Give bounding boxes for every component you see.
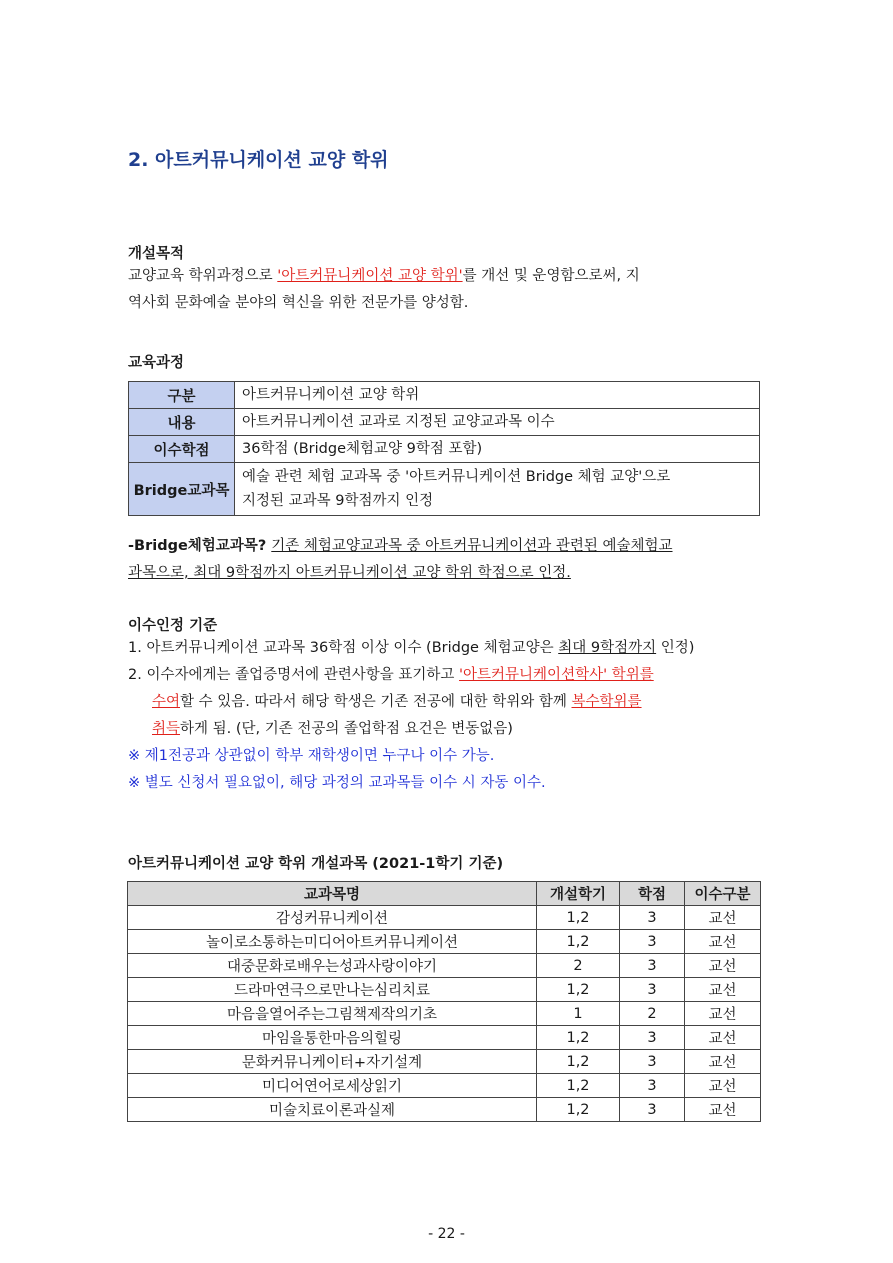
bridge-note-text: 기존 체험교양교과목 중 아트커뮤니케이션과 관련된 예술체험교 <box>271 538 673 554</box>
row-value: 아트커뮤니케이션 교과로 지정된 교양교과목 이수 <box>235 409 760 436</box>
table-row <box>128 930 761 954</box>
bridge-note-label: -Bridge체험교과목? <box>128 538 272 554</box>
courses-table <box>127 881 761 1122</box>
criteria-text: 2. 이수자에게는 졸업증명서에 관련사항을 표기하고 <box>128 667 460 683</box>
category: 교선 <box>685 930 761 954</box>
credits: 3 <box>620 930 685 954</box>
course-name: 문화커뮤니케이터+자기설계 <box>128 1050 537 1074</box>
criteria-item-2-line-3 <box>128 716 773 743</box>
header-semester: 개설학기 <box>537 882 620 906</box>
credits: 3 <box>620 1050 685 1074</box>
curriculum-heading: 교육과정 <box>128 355 185 371</box>
course-name: 드라마연극으로만나는심리치료 <box>128 978 537 1002</box>
purpose-highlight: '아트커뮤니케이션 교양 학위' <box>277 268 463 284</box>
curriculum-table <box>128 381 760 516</box>
semester: 2 <box>537 954 620 978</box>
criteria-note-1: ※ 제1전공과 상관없이 학부 재학생이면 누구나 이수 가능. <box>128 748 495 764</box>
criteria-highlight: '아트커뮤니케이션학사' 학위를 <box>459 667 654 683</box>
course-name: 놀이로소통하는미디어아트커뮤니케이션 <box>128 930 537 954</box>
course-name: 마음을열어주는그림책제작의기초 <box>128 1002 537 1026</box>
row-value-line: 예술 관련 체험 교과목 중 '아트커뮤니케이션 Bridge 체험 교양'으로 <box>242 469 671 485</box>
category: 교선 <box>685 954 761 978</box>
semester: 1,2 <box>537 930 620 954</box>
courses-heading: 아트커뮤니케이션 교양 학위 개설과목 (2021-1학기 기준) <box>128 856 504 872</box>
table-row <box>128 1026 761 1050</box>
criteria-note-2: ※ 별도 신청서 필요없이, 해당 과정의 교과목들 이수 시 자동 이수. <box>128 775 546 791</box>
purpose-line-1 <box>128 263 768 290</box>
semester: 1,2 <box>537 978 620 1002</box>
semester: 1,2 <box>537 1074 620 1098</box>
table-header-row <box>128 882 761 906</box>
row-value: 36학점 (Bridge체험교양 9학점 포함) <box>235 436 760 463</box>
credits: 3 <box>620 978 685 1002</box>
header-category: 이수구분 <box>685 882 761 906</box>
table-row <box>128 1074 761 1098</box>
purpose-text: 를 개선 및 운영함으로써, 지 <box>462 268 640 284</box>
criteria-text: 1. 아트커뮤니케이션 교과목 36학점 이상 이수 (Bridge 체험교양은 <box>128 640 559 656</box>
category: 교선 <box>685 1050 761 1074</box>
criteria-text: 할 수 있음. 따라서 해당 학생은 기존 전공에 대한 학위와 함께 <box>180 694 572 710</box>
category: 교선 <box>685 1074 761 1098</box>
table-row <box>128 1098 761 1122</box>
table-row <box>129 436 760 463</box>
credits: 3 <box>620 906 685 930</box>
table-row <box>129 463 760 516</box>
table-row <box>128 978 761 1002</box>
criteria-item-2-line-1 <box>128 662 773 689</box>
row-value <box>235 463 760 516</box>
purpose-heading: 개설목적 <box>128 246 185 262</box>
row-key: 이수학점 <box>129 436 235 463</box>
criteria-highlight: 복수학위를 <box>571 694 642 710</box>
semester: 1,2 <box>537 1026 620 1050</box>
category: 교선 <box>685 1002 761 1026</box>
criteria-heading: 이수인정 기준 <box>128 618 218 634</box>
course-rows <box>128 906 761 1122</box>
row-value: 아트커뮤니케이션 교양 학위 <box>235 382 760 409</box>
table-row <box>129 409 760 436</box>
criteria-item-2-line-2 <box>128 689 773 716</box>
criteria-list <box>128 635 773 797</box>
criteria-item-1 <box>128 635 773 662</box>
semester: 1,2 <box>537 1098 620 1122</box>
credits: 3 <box>620 1026 685 1050</box>
purpose-paragraph <box>128 263 768 317</box>
course-name: 감성커뮤니케이션 <box>128 906 537 930</box>
bridge-note <box>128 533 768 587</box>
credits: 3 <box>620 1098 685 1122</box>
semester: 1,2 <box>537 906 620 930</box>
table-row <box>128 1050 761 1074</box>
criteria-text: 하게 됨. (단, 기존 전공의 졸업학점 요건은 변동없음) <box>180 721 513 737</box>
course-name: 미디어연어로세상읽기 <box>128 1074 537 1098</box>
criteria-text: 인정) <box>656 640 695 656</box>
row-key: Bridge교과목 <box>129 463 235 516</box>
row-value-line: 지정된 교과목 9학점까지 인정 <box>242 493 434 509</box>
row-key: 내용 <box>129 409 235 436</box>
page-number: - 22 - <box>428 1226 465 1242</box>
table-row <box>128 954 761 978</box>
criteria-underline: 최대 9학점까지 <box>558 640 657 656</box>
purpose-line-2: 역사회 문화예술 분야의 혁신을 위한 전문가를 양성함. <box>128 295 469 311</box>
row-key: 구분 <box>129 382 235 409</box>
purpose-text: 교양교육 학위과정으로 <box>128 268 278 284</box>
category: 교선 <box>685 1098 761 1122</box>
section-title: 2. 아트커뮤니케이션 교양 학위 <box>128 149 389 171</box>
criteria-highlight: 취득 <box>152 721 181 737</box>
category: 교선 <box>685 906 761 930</box>
header-course: 교과목명 <box>128 882 537 906</box>
category: 교선 <box>685 1026 761 1050</box>
criteria-highlight: 수여 <box>152 694 181 710</box>
semester: 1,2 <box>537 1050 620 1074</box>
bridge-note-line-1 <box>128 533 768 560</box>
credits: 3 <box>620 1074 685 1098</box>
table-row <box>128 906 761 930</box>
semester: 1 <box>537 1002 620 1026</box>
course-name: 마임을통한마음의힐링 <box>128 1026 537 1050</box>
category: 교선 <box>685 978 761 1002</box>
header-credits: 학점 <box>620 882 685 906</box>
course-name: 대중문화로배우는성과사랑이야기 <box>128 954 537 978</box>
table-row <box>129 382 760 409</box>
table-row <box>128 1002 761 1026</box>
bridge-note-line-2: 과목으로, 최대 9학점까지 아트커뮤니케이션 교양 학위 학점으로 인정. <box>128 565 571 581</box>
credits: 2 <box>620 1002 685 1026</box>
credits: 3 <box>620 954 685 978</box>
course-name: 미술치료이론과실제 <box>128 1098 537 1122</box>
